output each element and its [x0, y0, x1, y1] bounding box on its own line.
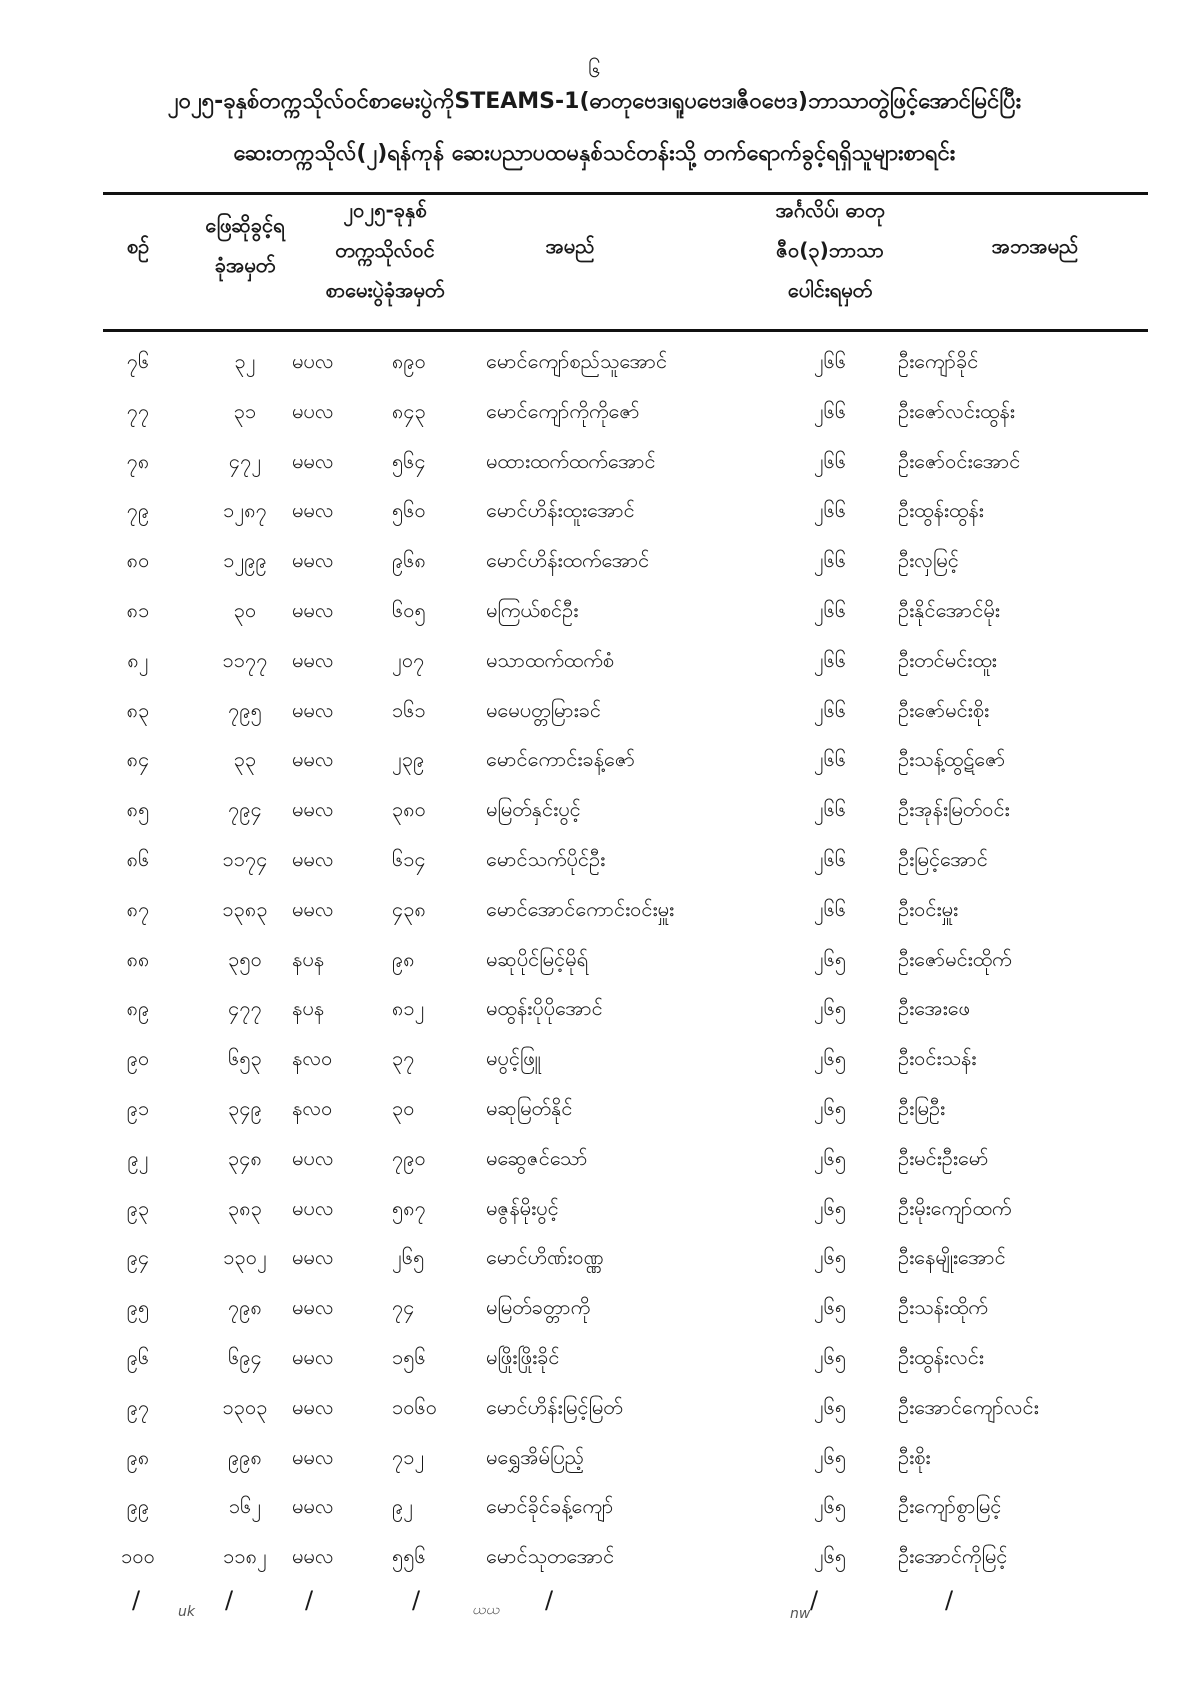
cell-matric-prefix: မမလ [292, 1444, 334, 1469]
cell-name: မောင်ခိုင်ခန့်ကျော် [486, 1494, 614, 1519]
cell-matric-number: ၉၂ [392, 1494, 414, 1519]
header-score-line-1: အင်္ဂလိပ်၊ ဓာတု [775, 198, 885, 222]
cell-score: ၂၆၅ [813, 946, 847, 971]
table-row [0, 1187, 1189, 1237]
cell-matric-number: ၈၁၂ [392, 996, 425, 1021]
table-row [0, 589, 1189, 639]
slash-mark: / [225, 1586, 234, 1614]
cell-score: ၂၆၆ [813, 747, 847, 772]
table-row [0, 340, 1189, 390]
cell-matric-prefix: မမလ [292, 1544, 334, 1569]
cell-exam-no: ၇၉၄ [228, 797, 262, 822]
table-row [0, 440, 1189, 490]
cell-matric-prefix: မမလ [292, 1394, 334, 1419]
cell-no: ၇၉ [126, 498, 150, 523]
table-row [0, 639, 1189, 689]
cell-no: ၉၉ [126, 1494, 150, 1519]
cell-father-name: ဦးကျော်ခိုင် [898, 349, 979, 373]
initials-mark: nw [790, 1606, 811, 1622]
cell-matric-prefix: မမလ [292, 1494, 334, 1519]
slash-mark: / [945, 1586, 954, 1614]
header-matric-no-line-1: ၂၀၂၅-ခုနှစ် [343, 198, 427, 222]
cell-matric-prefix: မပလ [292, 398, 334, 423]
cell-score: ၂၆၆ [813, 697, 847, 722]
table-header-rule [103, 329, 1148, 332]
cell-exam-no: ၄၇၇ [228, 996, 262, 1021]
page-number: ၆ [588, 58, 601, 83]
cell-matric-number: ၂၃၉ [392, 747, 425, 772]
cell-matric-prefix: မပလ [292, 349, 334, 373]
cell-name: မောင်ကောင်းခန့်ဇော် [486, 747, 636, 772]
cell-name: မဆုမြတ်နိုင် [486, 1095, 573, 1120]
cell-exam-no: ၃၀ [233, 597, 257, 622]
cell-father-name: ဦးနိုင်အောင်မိုး [898, 597, 1000, 622]
signature-marks [0, 1586, 1189, 1626]
table-row [0, 838, 1189, 888]
cell-name: မထွန်းပိုပိုအောင် [486, 996, 603, 1021]
table-row [0, 1087, 1189, 1137]
cell-father-name: ဦးထွန်းထွန်း [898, 498, 984, 523]
cell-no: ၇၈ [126, 448, 150, 473]
cell-name: မဖြိုးဖြိုးခိုင် [486, 1344, 560, 1369]
cell-father-name: ဦးအောင်ကိုမြင့် [898, 1544, 1008, 1569]
cell-no: ၈၅ [126, 797, 150, 822]
cell-name: မကြယ်စင်ဦး [486, 597, 579, 622]
cell-matric-number: ၈၄၃ [392, 398, 426, 423]
cell-name: မရွှေအိမ်ပြည့် [486, 1444, 585, 1469]
cell-no: ၁၀၀ [121, 1544, 155, 1569]
table-row [0, 1436, 1189, 1486]
cell-exam-no: ၆၅၃ [228, 1046, 262, 1071]
cell-no: ၇၇ [126, 398, 150, 423]
cell-matric-number: ၁၅၆ [392, 1344, 426, 1369]
header-matric-no [285, 190, 485, 310]
cell-matric-number: ၃၈၀ [392, 797, 426, 822]
page-title-line-1: ၂၀၂၅-ခုနှစ်တက္ကသိုလ်ဝင်စာမေးပွဲကိုSTEAMS-1(ဓာတုဗေဒ၊ရူပဗေဒ၊ဇီဝဗေဒ)ဘာသာတွဲဖြင့်အောင်မြင်ပြီး [167, 89, 1022, 114]
header-no: စဉ် [126, 234, 150, 258]
cell-father-name: ဦးဇော်မင်းထိုက် [898, 946, 1012, 971]
cell-exam-no: ၁၂၉၉ [223, 548, 267, 573]
table-row [0, 1286, 1189, 1336]
cell-score: ၂၆၅ [813, 1046, 847, 1071]
cell-name: မောင်အောင်ကောင်းဝင်းမှူး [486, 896, 675, 921]
cell-matric-number: ၇၄ [392, 1295, 415, 1320]
cell-no: ၉၁ [126, 1095, 150, 1120]
cell-score: ၂၆၅ [813, 1444, 847, 1469]
cell-name: မဆွေဇင်သော် [486, 1145, 588, 1170]
cell-name: မမေပတ္တမြားခင် [486, 697, 602, 722]
cell-no: ၈၇ [126, 896, 150, 921]
table-row [0, 539, 1189, 589]
cell-exam-no: ၇၉၈ [228, 1295, 262, 1320]
cell-score: ၂၆၆ [813, 846, 847, 871]
cell-matric-prefix: မမလ [292, 498, 334, 523]
cell-matric-prefix: နပန [292, 946, 325, 971]
cell-no: ၈၄ [126, 747, 150, 772]
cell-score: ၂၆၅ [813, 1344, 847, 1369]
cell-father-name: ဦးမြင့်အောင် [898, 846, 988, 871]
cell-exam-no: ၃၁ [233, 398, 257, 423]
cell-father-name: ဦးအောင်ကျော်လင်း [898, 1394, 1039, 1419]
cell-name: မောင်သုတအောင် [486, 1544, 615, 1569]
cell-no: ၉၆ [126, 1344, 150, 1369]
cell-matric-number: ၆၀၅ [392, 597, 426, 622]
table-row [0, 689, 1189, 739]
slash-mark: / [412, 1586, 421, 1614]
cell-name: မမြတ်ခတ္တာကို [486, 1295, 591, 1320]
cell-father-name: ဦးသန့်ထွဋ်ဇော် [898, 747, 1006, 772]
cell-name: မဆုပိုင်မြင့်မိုရ် [486, 946, 589, 971]
cell-exam-no: ၃၂ [234, 349, 256, 373]
cell-score: ၂၆၅ [813, 1245, 847, 1270]
cell-exam-no: ၁၃၀၃ [222, 1394, 268, 1419]
cell-father-name: ဦးမိုးကျော်ထက် [898, 1195, 1012, 1220]
cell-father-name: ဦးအုန်းမြတ်ဝင်း [898, 797, 1010, 822]
cell-no: ၉၂ [127, 1145, 149, 1170]
cell-father-name: ဦးစိုး [898, 1444, 931, 1469]
cell-matric-number: ၁၆၁ [392, 697, 426, 722]
header-matric-no-line-2: တက္ကသိုလ်ဝင် [335, 238, 435, 262]
cell-exam-no: ၉၉၈ [228, 1444, 262, 1469]
cell-exam-no: ၁၃၈၃ [222, 896, 268, 921]
cell-exam-no: ၇၉၅ [228, 697, 262, 722]
cell-exam-no: ၃၅၀ [228, 946, 262, 971]
header-score-line-3: ပေါင်းရမှတ် [787, 278, 873, 302]
cell-matric-prefix: မမလ [292, 1344, 334, 1369]
cell-score: ၂၆၆ [813, 398, 847, 423]
cell-score: ၂၆၆ [813, 597, 847, 622]
cell-no: ၈၀ [126, 548, 150, 573]
cell-father-name: ဦးသန်းထိုက် [898, 1295, 988, 1320]
cell-no: ၉၃ [126, 1195, 150, 1220]
cell-matric-prefix: မမလ [292, 448, 334, 473]
cell-name: မောင်သက်ပိုင်ဦး [486, 846, 606, 871]
cell-father-name: ဦးမြဦး [898, 1095, 946, 1120]
header-name: အမည် [545, 234, 595, 258]
cell-score: ၂၆၆ [813, 797, 847, 822]
cell-father-name: ဦးဝင်းမှူး [898, 896, 959, 921]
header-matric-no-line-3: စာမေးပွဲခုံအမှတ် [325, 278, 445, 302]
cell-score: ၂၆၆ [813, 349, 847, 373]
cell-exam-no: ၁၁၇၄ [222, 846, 268, 871]
cell-exam-no: ၄၇၂ [228, 448, 262, 473]
slash-mark: / [132, 1586, 141, 1614]
cell-name: မဇွန်မိုးပွင့် [486, 1195, 559, 1220]
table-row [0, 1037, 1189, 1087]
initials-mark: ယယ [472, 1602, 500, 1618]
cell-father-name: ဦးထွန်းလင်း [898, 1344, 984, 1369]
cell-father-name: ဦးဇော်လင်းထွန်း [898, 398, 1015, 423]
cell-matric-number: ၃၀ [392, 1095, 415, 1120]
cell-matric-number: ၅၆၀ [392, 498, 426, 523]
cell-matric-prefix: မမလ [292, 747, 334, 772]
cell-name: မသာထက်ထက်စံ [486, 647, 615, 672]
cell-no: ၈၉ [126, 996, 150, 1021]
cell-no: ၈၂ [127, 647, 149, 672]
header-father: အဘအမည် [991, 234, 1079, 258]
cell-name: မောင်ဟိန်းထူးအောင် [486, 498, 635, 523]
cell-score: ၂၆၅ [813, 1295, 847, 1320]
cell-name: မောင်ဟိန်းမြင့်မြတ် [486, 1394, 623, 1419]
cell-no: ၉၄ [126, 1245, 150, 1270]
cell-exam-no: ၃၄၈ [228, 1145, 262, 1170]
cell-matric-prefix: မမလ [292, 846, 334, 871]
cell-father-name: ဦးတင်မင်းထူး [898, 647, 997, 672]
cell-exam-no: ၃၃ [233, 747, 257, 772]
cell-no: ၉၅ [126, 1295, 150, 1320]
cell-matric-number: ၇၉၀ [392, 1145, 426, 1170]
table-row [0, 489, 1189, 539]
cell-matric-number: ၈၉၀ [392, 349, 426, 373]
header-score [715, 190, 945, 310]
cell-score: ၂၆၆ [813, 896, 847, 921]
cell-no: ၉၇ [126, 1394, 150, 1419]
cell-name: မောင်ကျော်စည်သူအောင် [486, 349, 668, 373]
table-row [0, 738, 1189, 788]
slash-mark: / [545, 1586, 554, 1614]
table-body [0, 340, 1189, 1585]
cell-score: ၂၆၅ [813, 1544, 847, 1569]
cell-father-name: ဦးကျော်စွာမြင့် [898, 1494, 1002, 1519]
cell-no: ၈၈ [126, 946, 150, 971]
table-row [0, 1137, 1189, 1187]
slash-mark: / [305, 1586, 314, 1614]
cell-matric-prefix: မပလ [292, 1195, 334, 1220]
cell-matric-prefix: မမလ [292, 896, 334, 921]
cell-matric-number: ၇၁၂ [392, 1444, 425, 1469]
cell-name: မောင်ကျော်ကိုကိုဇော် [486, 398, 640, 423]
cell-father-name: ဦးနေမျိုးအောင် [898, 1245, 1006, 1270]
cell-score: ၂၆၅ [813, 1145, 847, 1170]
cell-no: ၈၃ [126, 697, 150, 722]
table-row [0, 1336, 1189, 1386]
cell-no: ၇၆ [126, 349, 150, 373]
cell-matric-number: ၃၇ [392, 1046, 415, 1071]
cell-score: ၂၆၆ [813, 647, 847, 672]
table-row [0, 938, 1189, 988]
table-row [0, 1236, 1189, 1286]
cell-matric-number: ၅၅၆ [392, 1544, 426, 1569]
cell-matric-number: ၂၀၇ [392, 647, 425, 672]
cell-no: ၈၆ [126, 846, 150, 871]
slash-mark: / [810, 1586, 819, 1614]
cell-name: မောင်ဟိဏ်းဝဏ္ဏ [486, 1245, 604, 1270]
cell-exam-no: ၁၃၀၂ [223, 1245, 267, 1270]
header-exam-no-line-1: ဖြေဆိုခွင့်ရ [205, 213, 285, 237]
cell-exam-no: ၁၁၇၇ [222, 647, 268, 672]
cell-exam-no: ၃၄၉ [228, 1095, 262, 1120]
initials-mark: uk [178, 1604, 195, 1620]
cell-father-name: ဦးဇော်ဝင်းအောင် [898, 448, 1021, 473]
page-title-line-2: ဆေးတက္ကသိုလ်(၂)ရန်ကုန် ဆေးပညာပထမနှစ်သင်တန်းသို့ တက်ရောက်ခွင့်ရရှိသူများစာရင်း [233, 141, 956, 166]
cell-father-name: ဦးမင်းဦးမော် [898, 1145, 989, 1170]
cell-matric-number: ၅၈၇ [392, 1195, 426, 1220]
cell-matric-prefix: နပန [292, 996, 325, 1021]
cell-father-name: ဦးအေးဖေ [898, 996, 970, 1021]
cell-score: ၂၆၅ [813, 1195, 847, 1220]
cell-matric-number: ၅၆၄ [392, 448, 426, 473]
cell-score: ၂၆၅ [813, 1494, 847, 1519]
cell-matric-prefix: နလဝ [292, 1095, 333, 1120]
cell-exam-no: ၁၆၂ [228, 1494, 262, 1519]
cell-name: မပွင့်ဖြူ [486, 1046, 541, 1071]
cell-matric-number: ၄၃၈ [392, 896, 426, 921]
cell-matric-prefix: မမလ [292, 597, 334, 622]
cell-no: ၉၀ [126, 1046, 150, 1071]
cell-matric-number: ၁၀၆၀ [392, 1394, 437, 1419]
cell-matric-prefix: မပလ [292, 1145, 334, 1170]
cell-exam-no: ၁၁၈၂ [223, 1544, 267, 1569]
cell-matric-prefix: မမလ [292, 1295, 334, 1320]
cell-no: ၉၈ [126, 1444, 150, 1469]
table-row [0, 788, 1189, 838]
cell-matric-number: ၉၈ [392, 946, 415, 971]
cell-score: ၂၆၆ [813, 498, 847, 523]
cell-no: ၈၁ [126, 597, 150, 622]
table-top-rule [103, 192, 1148, 195]
table-row [0, 1386, 1189, 1436]
cell-father-name: ဦးဇော်မင်းစိုး [898, 697, 990, 722]
table-row [0, 390, 1189, 440]
cell-name: မမြတ်နှင်းပွင့် [486, 797, 581, 822]
cell-exam-no: ၆၉၄ [228, 1344, 262, 1369]
cell-father-name: ဦးဝင်းသန်း [898, 1046, 977, 1071]
cell-score: ၂၆၅ [813, 996, 847, 1021]
cell-matric-prefix: နလဝ [292, 1046, 333, 1071]
cell-matric-prefix: မမလ [292, 647, 334, 672]
cell-matric-number: ၉၆၈ [392, 548, 426, 573]
cell-matric-number: ၆၁၄ [392, 846, 426, 871]
cell-score: ၂၆၆ [813, 548, 847, 573]
cell-matric-prefix: မမလ [292, 697, 334, 722]
header-score-line-2: ဇီဝ(၃)ဘာသာ [776, 238, 884, 262]
cell-name: မထားထက်ထက်အောင် [486, 448, 656, 473]
cell-score: ၂၆၅ [813, 1095, 847, 1120]
table-row [0, 987, 1189, 1037]
table-row [0, 1535, 1189, 1585]
cell-matric-prefix: မမလ [292, 797, 334, 822]
cell-score: ၂၆၆ [813, 448, 847, 473]
cell-name: မောင်ဟိန်းထက်အောင် [486, 548, 650, 573]
table-row [0, 1485, 1189, 1535]
cell-exam-no: ၁၂၈၇ [223, 498, 267, 523]
cell-father-name: ဦးလှမြင့် [898, 548, 959, 573]
cell-exam-no: ၃၈၃ [228, 1195, 262, 1220]
cell-score: ၂၆၅ [813, 1394, 847, 1419]
cell-matric-number: ၂၆၅ [392, 1245, 425, 1270]
cell-matric-prefix: မမလ [292, 548, 334, 573]
header-exam-no-line-2: ခုံအမှတ် [214, 253, 276, 277]
table-row [0, 888, 1189, 938]
cell-matric-prefix: မမလ [292, 1245, 334, 1270]
